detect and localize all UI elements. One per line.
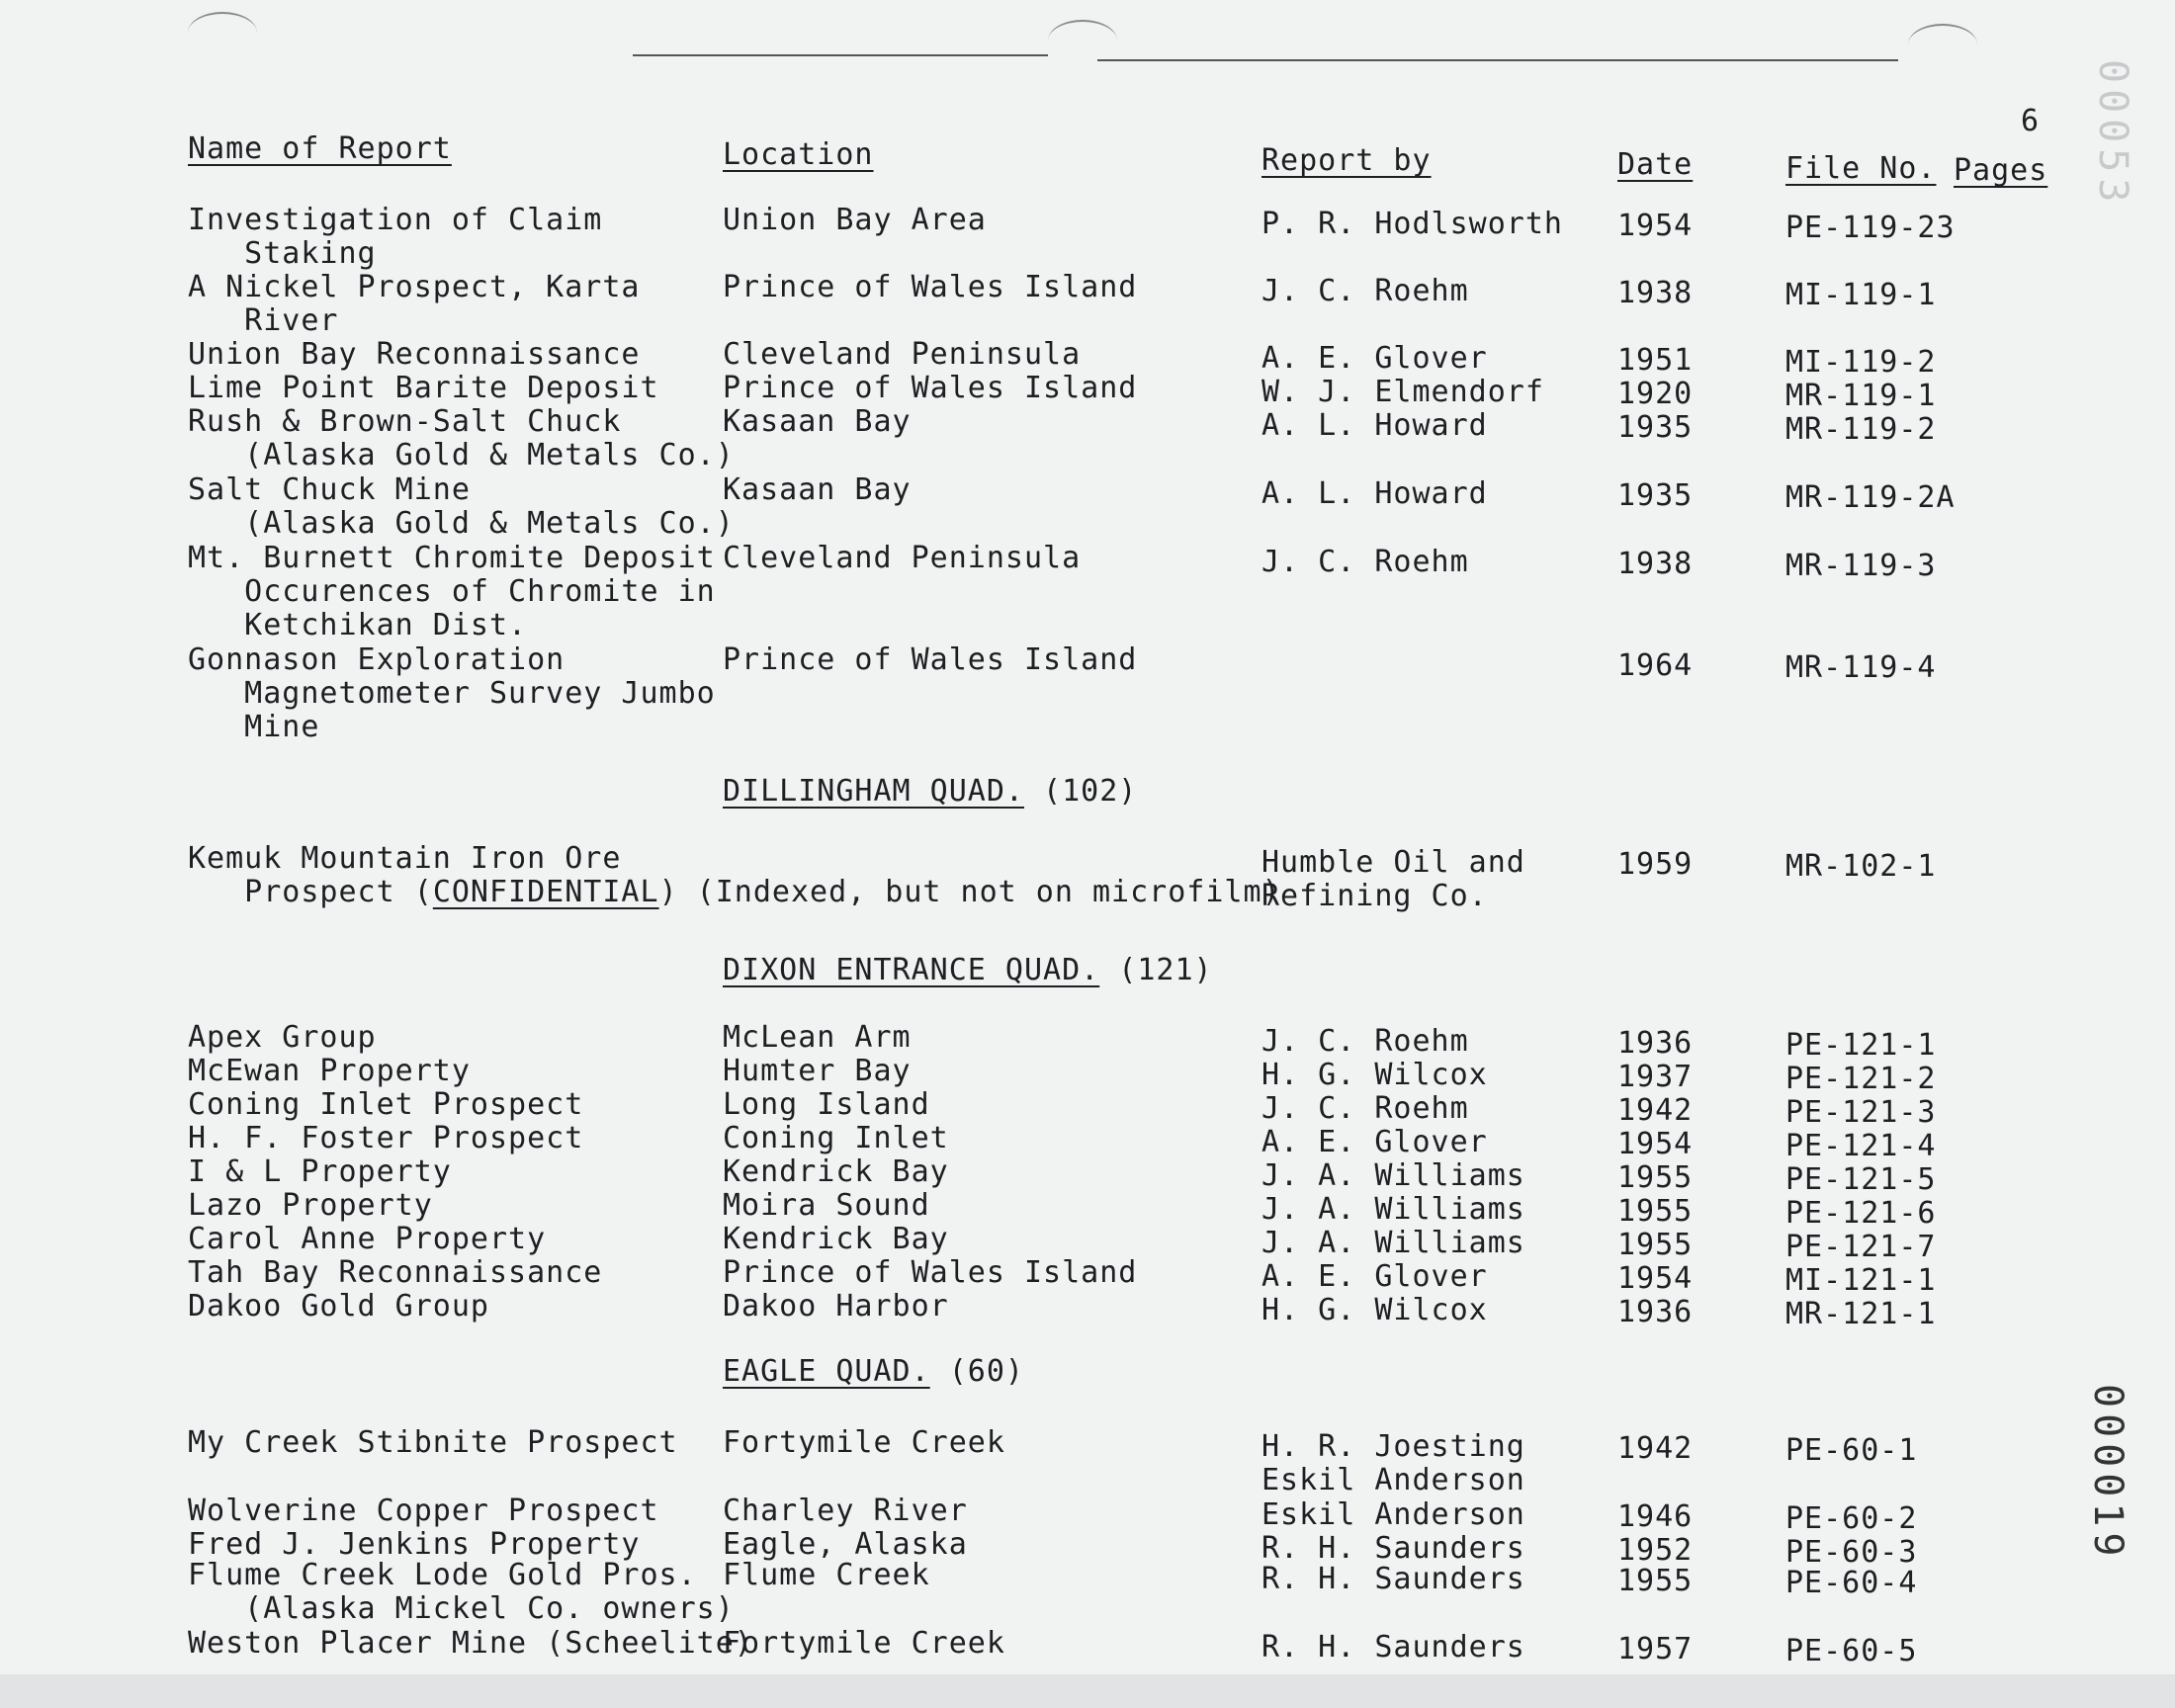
report-location: Moira Sound [723,1188,930,1223]
report-date: 1942 [1617,1093,1694,1128]
quad-section-title [723,954,1213,987]
report-name: My Creek Stibnite Prospect [188,1425,678,1460]
report-date: 1955 [1617,1564,1694,1598]
report-date: 1954 [1617,1261,1694,1296]
report-author: H. R. Joesting [1262,1429,1525,1464]
report-location: Coning Inlet [723,1121,949,1155]
confidential-label: CONFIDENTIAL [432,875,659,909]
report-file-number: MR-102-1 [1785,849,1937,884]
header-report-by: Report by [1262,143,1432,178]
report-date: 1946 [1617,1499,1694,1534]
report-file-number: MR-119-2A [1785,480,1956,515]
report-file-number: PE-60-1 [1785,1433,1918,1468]
report-name: Mine [188,710,320,744]
report-location: Kasaan Bay [723,472,912,507]
report-file-number: PE-121-3 [1785,1095,1937,1130]
report-file-number: PE-60-4 [1785,1566,1918,1600]
report-date: 1964 [1617,648,1694,683]
report-name: Weston Placer Mine (Scheelite) [188,1626,753,1661]
report-author: Humble Oil and [1262,845,1525,880]
report-location: Dakoo Harbor [723,1289,949,1324]
report-date: 1942 [1617,1431,1694,1466]
quad-name: EAGLE QUAD. [723,1354,930,1389]
report-location: Cleveland Peninsula [723,337,1082,372]
report-file-number: MR-119-1 [1785,379,1937,413]
report-author: R. H. Saunders [1262,1562,1525,1596]
report-name: (Alaska Gold & Metals Co.) [188,506,735,541]
report-author: H. G. Wilcox [1262,1293,1488,1327]
report-file-number: PE-121-1 [1785,1028,1937,1063]
quad-name: DIXON ENTRANCE QUAD. [723,953,1100,987]
prospect-text: Prospect ( [188,875,433,909]
report-file-number: MR-121-1 [1785,1297,1937,1331]
report-author: A. E. Glover [1262,341,1488,376]
report-name: Occurences of Chromite in [188,574,716,609]
header-date: Date [1617,147,1694,182]
report-file-number: MR-119-3 [1785,549,1937,583]
report-name: Apex Group [188,1020,377,1055]
report-name: McEwan Property [188,1054,471,1088]
report-author: R. H. Saunders [1262,1630,1525,1665]
top-rule-right [1097,59,1898,61]
report-location: Prince of Wales Island [723,642,1138,677]
report-name: Dakoo Gold Group [188,1289,489,1324]
indexed-note: ) (Indexed, but not on microfilm) [658,875,1281,909]
report-file-number: PE-60-5 [1785,1634,1918,1668]
report-name: (Alaska Mickel Co. owners) [188,1591,735,1626]
report-file-number: MR-119-2 [1785,412,1937,447]
report-name: Gonnason Exploration [188,642,566,677]
report-date: 1935 [1617,478,1694,513]
report-date: 1920 [1617,377,1694,411]
report-date: 1936 [1617,1026,1694,1061]
report-location: Humter Bay [723,1054,912,1088]
stamp-right: 000019 [2085,1384,2131,1563]
report-location: Prince of Wales Island [723,1255,1138,1290]
report-location: Cleveland Peninsula [723,541,1082,575]
report-name: Rush & Brown-Salt Chuck [188,404,622,439]
header-location: Location [723,137,874,172]
report-name: Coning Inlet Prospect [188,1087,584,1122]
page-number: 6 [2021,104,2041,138]
report-date: 1957 [1617,1632,1694,1666]
report-location: Prince of Wales Island [723,270,1138,304]
report-date: 1938 [1617,547,1694,581]
report-author: H. G. Wilcox [1262,1058,1488,1092]
report-name: River [188,303,339,338]
report-name: A Nickel Prospect, Karta [188,270,641,304]
report-author: A. E. Glover [1262,1259,1488,1294]
report-name: Wolverine Copper Prospect [188,1494,659,1528]
report-file-number: MI-121-1 [1785,1263,1937,1298]
punch-hole-center [1048,20,1117,61]
report-location: Kendrick Bay [723,1154,949,1189]
report-name: Lime Point Barite Deposit [188,371,659,405]
report-date: 1955 [1617,1160,1694,1195]
report-location: Flume Creek [723,1558,930,1592]
report-name: I & L Property [188,1154,452,1189]
report-file-number: PE-121-6 [1785,1196,1937,1231]
report-name: H. F. Foster Prospect [188,1121,584,1155]
report-date: 1937 [1617,1060,1694,1094]
report-location: Prince of Wales Island [723,371,1138,405]
report-date: 1955 [1617,1228,1694,1262]
report-author: J. C. Roehm [1262,1024,1469,1059]
report-author: Eskil Anderson [1262,1463,1525,1497]
report-file-number: PE-121-4 [1785,1129,1937,1163]
quad-code: (60) [929,1354,1024,1389]
report-file-number: PE-121-2 [1785,1062,1937,1096]
report-date: 1935 [1617,410,1694,445]
report-file-number: PE-60-2 [1785,1501,1918,1536]
report-name: Carol Anne Property [188,1222,547,1256]
report-location: Kendrick Bay [723,1222,949,1256]
report-name: Union Bay Reconnaissance [188,337,641,372]
report-location: Charley River [723,1494,968,1528]
report-name: Magnetometer Survey Jumbo [188,676,716,711]
report-author: J. C. Roehm [1262,545,1469,579]
report-file-number: PE-119-23 [1785,211,1956,245]
report-file-number: MR-119-4 [1785,650,1937,685]
report-author: A. L. Howard [1262,408,1488,443]
report-date: 1952 [1617,1533,1694,1568]
punch-hole-left [188,12,257,53]
report-name: Fred J. Jenkins Property [188,1527,641,1562]
report-date: 1936 [1617,1295,1694,1329]
report-location: Fortymile Creek [723,1425,1005,1460]
header-name: Name of Report [188,131,452,166]
report-author: J. A. Williams [1262,1158,1525,1193]
report-name: Investigation of Claim [188,203,603,237]
stamp-top: 00053 [2090,59,2135,209]
report-file-number: MI-119-1 [1785,278,1937,312]
report-name: Lazo Property [188,1188,433,1223]
report-author: R. H. Saunders [1262,1531,1525,1566]
report-author: J. C. Roehm [1262,1091,1469,1126]
report-name: Mt. Burnett Chromite Deposit [188,541,716,575]
report-file-number: MI-119-2 [1785,345,1937,380]
report-author: J. A. Williams [1262,1226,1525,1260]
report-author: W. J. Elmendorf [1262,375,1544,409]
punch-hole-right [1908,24,1977,65]
report-date: 1951 [1617,343,1694,378]
report-author: J. C. Roehm [1262,274,1469,308]
report-location: Long Island [723,1087,930,1122]
page-bottom-edge [0,1674,2175,1708]
report-date: 1954 [1617,209,1694,243]
header-file-no: File No. [1785,151,1937,186]
report-date: 1959 [1617,847,1694,882]
report-date: 1954 [1617,1127,1694,1161]
top-rule-left [633,54,1048,56]
report-name: (Alaska Gold & Metals Co.) [188,438,735,472]
report-date: 1955 [1617,1194,1694,1229]
quad-code: (121) [1099,953,1213,987]
report-date: 1938 [1617,276,1694,310]
report-author: A. L. Howard [1262,476,1488,511]
quad-name: DILLINGHAM QUAD. [723,774,1024,809]
report-location: Fortymile Creek [723,1626,1005,1661]
report-location: McLean Arm [723,1020,912,1055]
report-location: Union Bay Area [723,203,987,237]
report-author: P. R. Hodlsworth [1262,207,1563,241]
quad-section-title [723,775,1137,809]
report-name: Flume Creek Lode Gold Pros. [188,1558,697,1592]
report-name: Ketchikan Dist. [188,608,528,642]
report-file-number: PE-60-3 [1785,1535,1918,1570]
report-file-number: PE-121-7 [1785,1230,1937,1264]
quad-code: (102) [1023,774,1138,809]
report-name: Salt Chuck Mine [188,472,471,507]
report-author: J. A. Williams [1262,1192,1525,1227]
report-file-number: PE-121-5 [1785,1162,1937,1197]
report-name: Staking [188,236,377,271]
report-author: Refining Co. [1262,879,1488,913]
header-pages: Pages [1954,153,2048,188]
report-location: Eagle, Alaska [723,1527,968,1562]
quad-section-title [723,1355,1024,1389]
report-name: Tah Bay Reconnaissance [188,1255,603,1290]
report-author: A. E. Glover [1262,1125,1488,1159]
report-location: Kasaan Bay [723,404,912,439]
report-name: Kemuk Mountain Iron Ore [188,841,622,876]
report-name-continuation [188,876,1281,909]
report-author: Eskil Anderson [1262,1497,1525,1532]
